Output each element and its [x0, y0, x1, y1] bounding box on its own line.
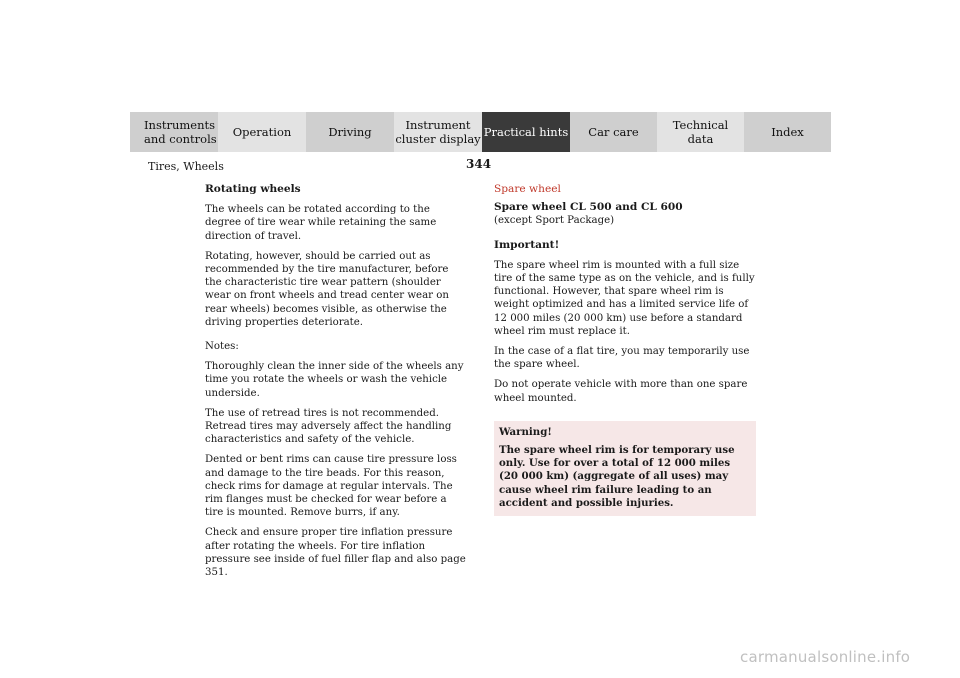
important-label: Important!	[494, 238, 560, 251]
chapter-tab-bar	[130, 112, 831, 152]
note-paragraph: The use of retread tires is not recommended. Retread tires may adversely affect the handling characteristics and safety of the vehicle.	[205, 407, 452, 446]
warning-box	[494, 421, 756, 516]
watermark: carmanualsonline.info	[740, 648, 911, 666]
tab-label: Car care	[588, 125, 639, 139]
tab-label: Instruments and controls	[144, 118, 217, 146]
tab-index[interactable]	[744, 112, 831, 152]
paragraph: The wheels can be rotated according to the degree of tire wear while retaining the same direction of travel.	[205, 204, 437, 242]
tab-driving[interactable]	[306, 112, 394, 152]
tab-instruments-and-controls[interactable]	[130, 112, 218, 152]
tab-label: Practical hints	[483, 125, 569, 139]
notes-label: Notes:	[205, 341, 239, 353]
running-head: Tires, Wheels	[148, 160, 224, 173]
note-paragraph: Dented or bent rims can cause tire pressure loss and damage to the tire beads. For this reason, check rims for damage at regular intervals. The rim flanges must be checked for wear before a tire is mounted. Remove burrs, if any.	[205, 454, 457, 519]
tab-label: Index	[771, 125, 804, 139]
left-column	[205, 183, 467, 586]
spare-wheel-subheading: Spare wheel CL 500 and CL 600	[494, 201, 683, 214]
right-column	[494, 183, 756, 516]
warning-title: Warning!	[499, 425, 552, 438]
note-paragraph: Check and ensure proper tire inflation pressure after rotating the wheels. For tire inflation pressure see inside of fuel filler flap and also page 351.	[205, 527, 466, 579]
paragraph: In the case of a flat tire, you may temporarily use the spare wheel.	[494, 346, 750, 371]
tab-label: Instrument cluster display	[395, 118, 481, 146]
tab-car-care[interactable]	[570, 112, 657, 152]
tab-label: Operation	[232, 125, 292, 139]
tab-label: Technical data	[672, 118, 729, 146]
note-paragraph: Thoroughly clean the inner side of the wheels any time you rotate the wheels or wash the vehicle underside.	[205, 361, 464, 399]
tab-instrument-cluster-display[interactable]	[394, 112, 482, 152]
rotating-wheels-heading: Rotating wheels	[205, 183, 301, 195]
tab-practical-hints[interactable]	[482, 112, 570, 152]
page-number: 344	[466, 157, 492, 171]
warning-text: The spare wheel rim is for temporary use only. Use for over a total of 12 000 miles (20 000 km) (aggregate of all uses) may cause wheel rim failure leading to an accident and possible injuries.	[499, 444, 735, 509]
paragraph: Do not operate vehicle with more than one spare wheel mounted.	[494, 379, 748, 404]
paragraph: Rotating, however, should be carried out as recommended by the tire manufacturer, before the characteristic tire wear pattern (shoulder wear on front wheels and tread center wear on rear wheels) becomes visible, as otherwise the driving properties deteriorate.	[205, 250, 449, 328]
tab-operation[interactable]	[218, 112, 306, 152]
tab-technical-data[interactable]	[657, 112, 744, 152]
spare-wheel-title: Spare wheel	[494, 183, 561, 195]
sub-note: (except Sport Package)	[494, 215, 615, 227]
tab-label: Driving	[328, 125, 372, 139]
paragraph: The spare wheel rim is mounted with a full size tire of the same type as on the vehicle, and is fully functional. However, that spare wheel rim is weight optimized and has a limited service life of 12 000 miles (20 000 km) use before a standard wheel rim must replace it.	[494, 259, 755, 337]
